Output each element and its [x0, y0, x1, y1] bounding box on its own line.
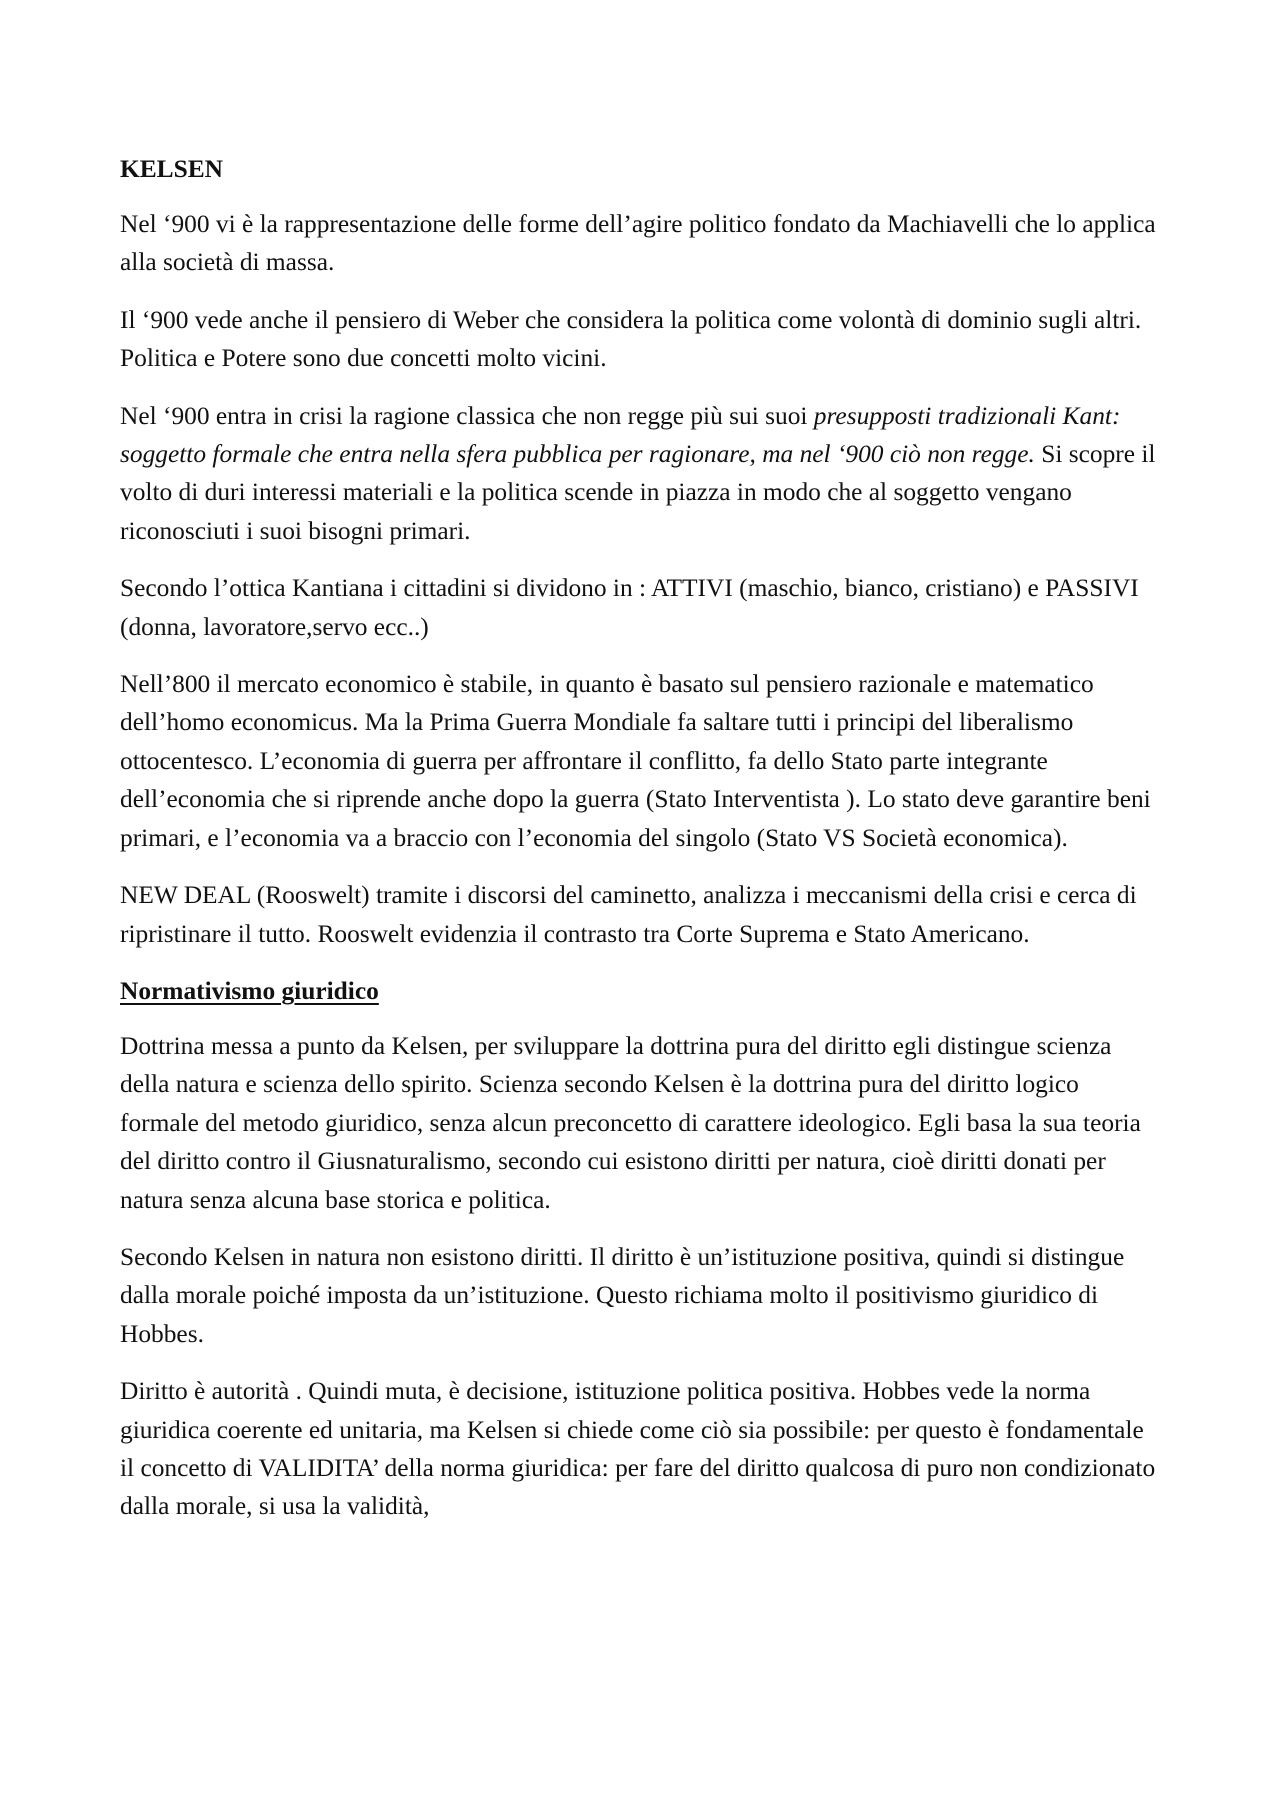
section-heading: Normativismo giuridico	[120, 976, 379, 1005]
paragraph-secondo-kelsen: Secondo Kelsen in natura non esistono diritti. Il diritto è un’istituzione positiva, quindi si distingue dalla morale poiché imposta da un’istituzione. Questo richiama molto il positivismo giuridico di Hobbes.	[120, 1242, 1125, 1348]
paragraph-dottrina: Dottrina messa a punto da Kelsen, per sviluppare la dottrina pura del diritto egli distingue scienza della natura e scienza dello spirito. Scienza secondo Kelsen è la dottrina pura del diritto logico formale del metodo giuridico, senza alcun preconcetto di carattere ideologico. Egli basa la sua teoria del diritto contro il Giusnaturalismo, secondo cui esistono diritti per natura, cioè diritti donati per natura senza alcuna base storica e politica.	[120, 1031, 1141, 1214]
document-title: KELSEN	[120, 155, 224, 183]
paragraph-diritto-autorita: Diritto è autorità . Quindi muta, è decisione, istituzione politica positiva. Hobbes vede la norma giuridica coerente ed unitaria, ma Kelsen si chiede come ciò sia possibile: per questo è fondamentale il concetto di VALIDITA’ della norma giuridica: per fare del diritto qualcosa di puro non condizionato dalla morale, si usa la validità,	[120, 1377, 1156, 1521]
paragraph-text: Nel ‘900 entra in crisi la ragione classica che non regge più sui suoi	[120, 401, 814, 430]
italic-text: presupposti tradizionali Kant: soggetto formale che entra nella sfera pubblica per ragionare, ma nel ‘900 ciò non regge.	[120, 401, 1121, 469]
paragraph-ragione-classica	[120, 397, 1160, 551]
paragraph-weber: Il ‘900 vede anche il pensiero di Weber che considera la politica come volontà di dominio sugli altri. Politica e Potere sono due concetti molto vicini.	[120, 305, 1142, 373]
paragraph-text: Si scopre il volto di duri interessi materiali e la politica scende in piazza in modo che al soggetto vengano riconosciuti i suoi bisogni primari.	[120, 440, 1156, 545]
paragraph-machiavelli: Nel ‘900 vi è la rappresentazione delle forme dell’agire politico fondato da Machiavelli che lo applica alla società di massa.	[120, 210, 1156, 277]
paragraph-new-deal: NEW DEAL (Rooswelt) tramite i discorsi del caminetto, analizza i meccanismi della crisi e cerca di ripristinare il tutto. Rooswelt evidenzia il contrasto tra Corte Suprema e Stato Americano.	[120, 881, 1137, 948]
paragraph-mercato-economico: Nell’800 il mercato economico è stabile, in quanto è basato sul pensiero razionale e matematico dell’homo economicus. Ma la Prima Guerra Mondiale fa saltare tutti i principi del liberalismo ottocentesco. L’economia di guerra per affrontare il conflitto, fa dello Stato parte integrante dell’economia che si riprende anche dopo la guerra (Stato Interventista ). Lo stato deve garantire beni primari, e l’economia va a braccio con l’economia del singolo (Stato VS Società economica).	[120, 670, 1151, 852]
paragraph-ottica-kantiana: Secondo l’ottica Kantiana i cittadini si dividono in : ATTIVI (maschio, bianco, cristiano) e PASSIVI (donna, lavoratore,servo ecc..)	[120, 574, 1139, 641]
